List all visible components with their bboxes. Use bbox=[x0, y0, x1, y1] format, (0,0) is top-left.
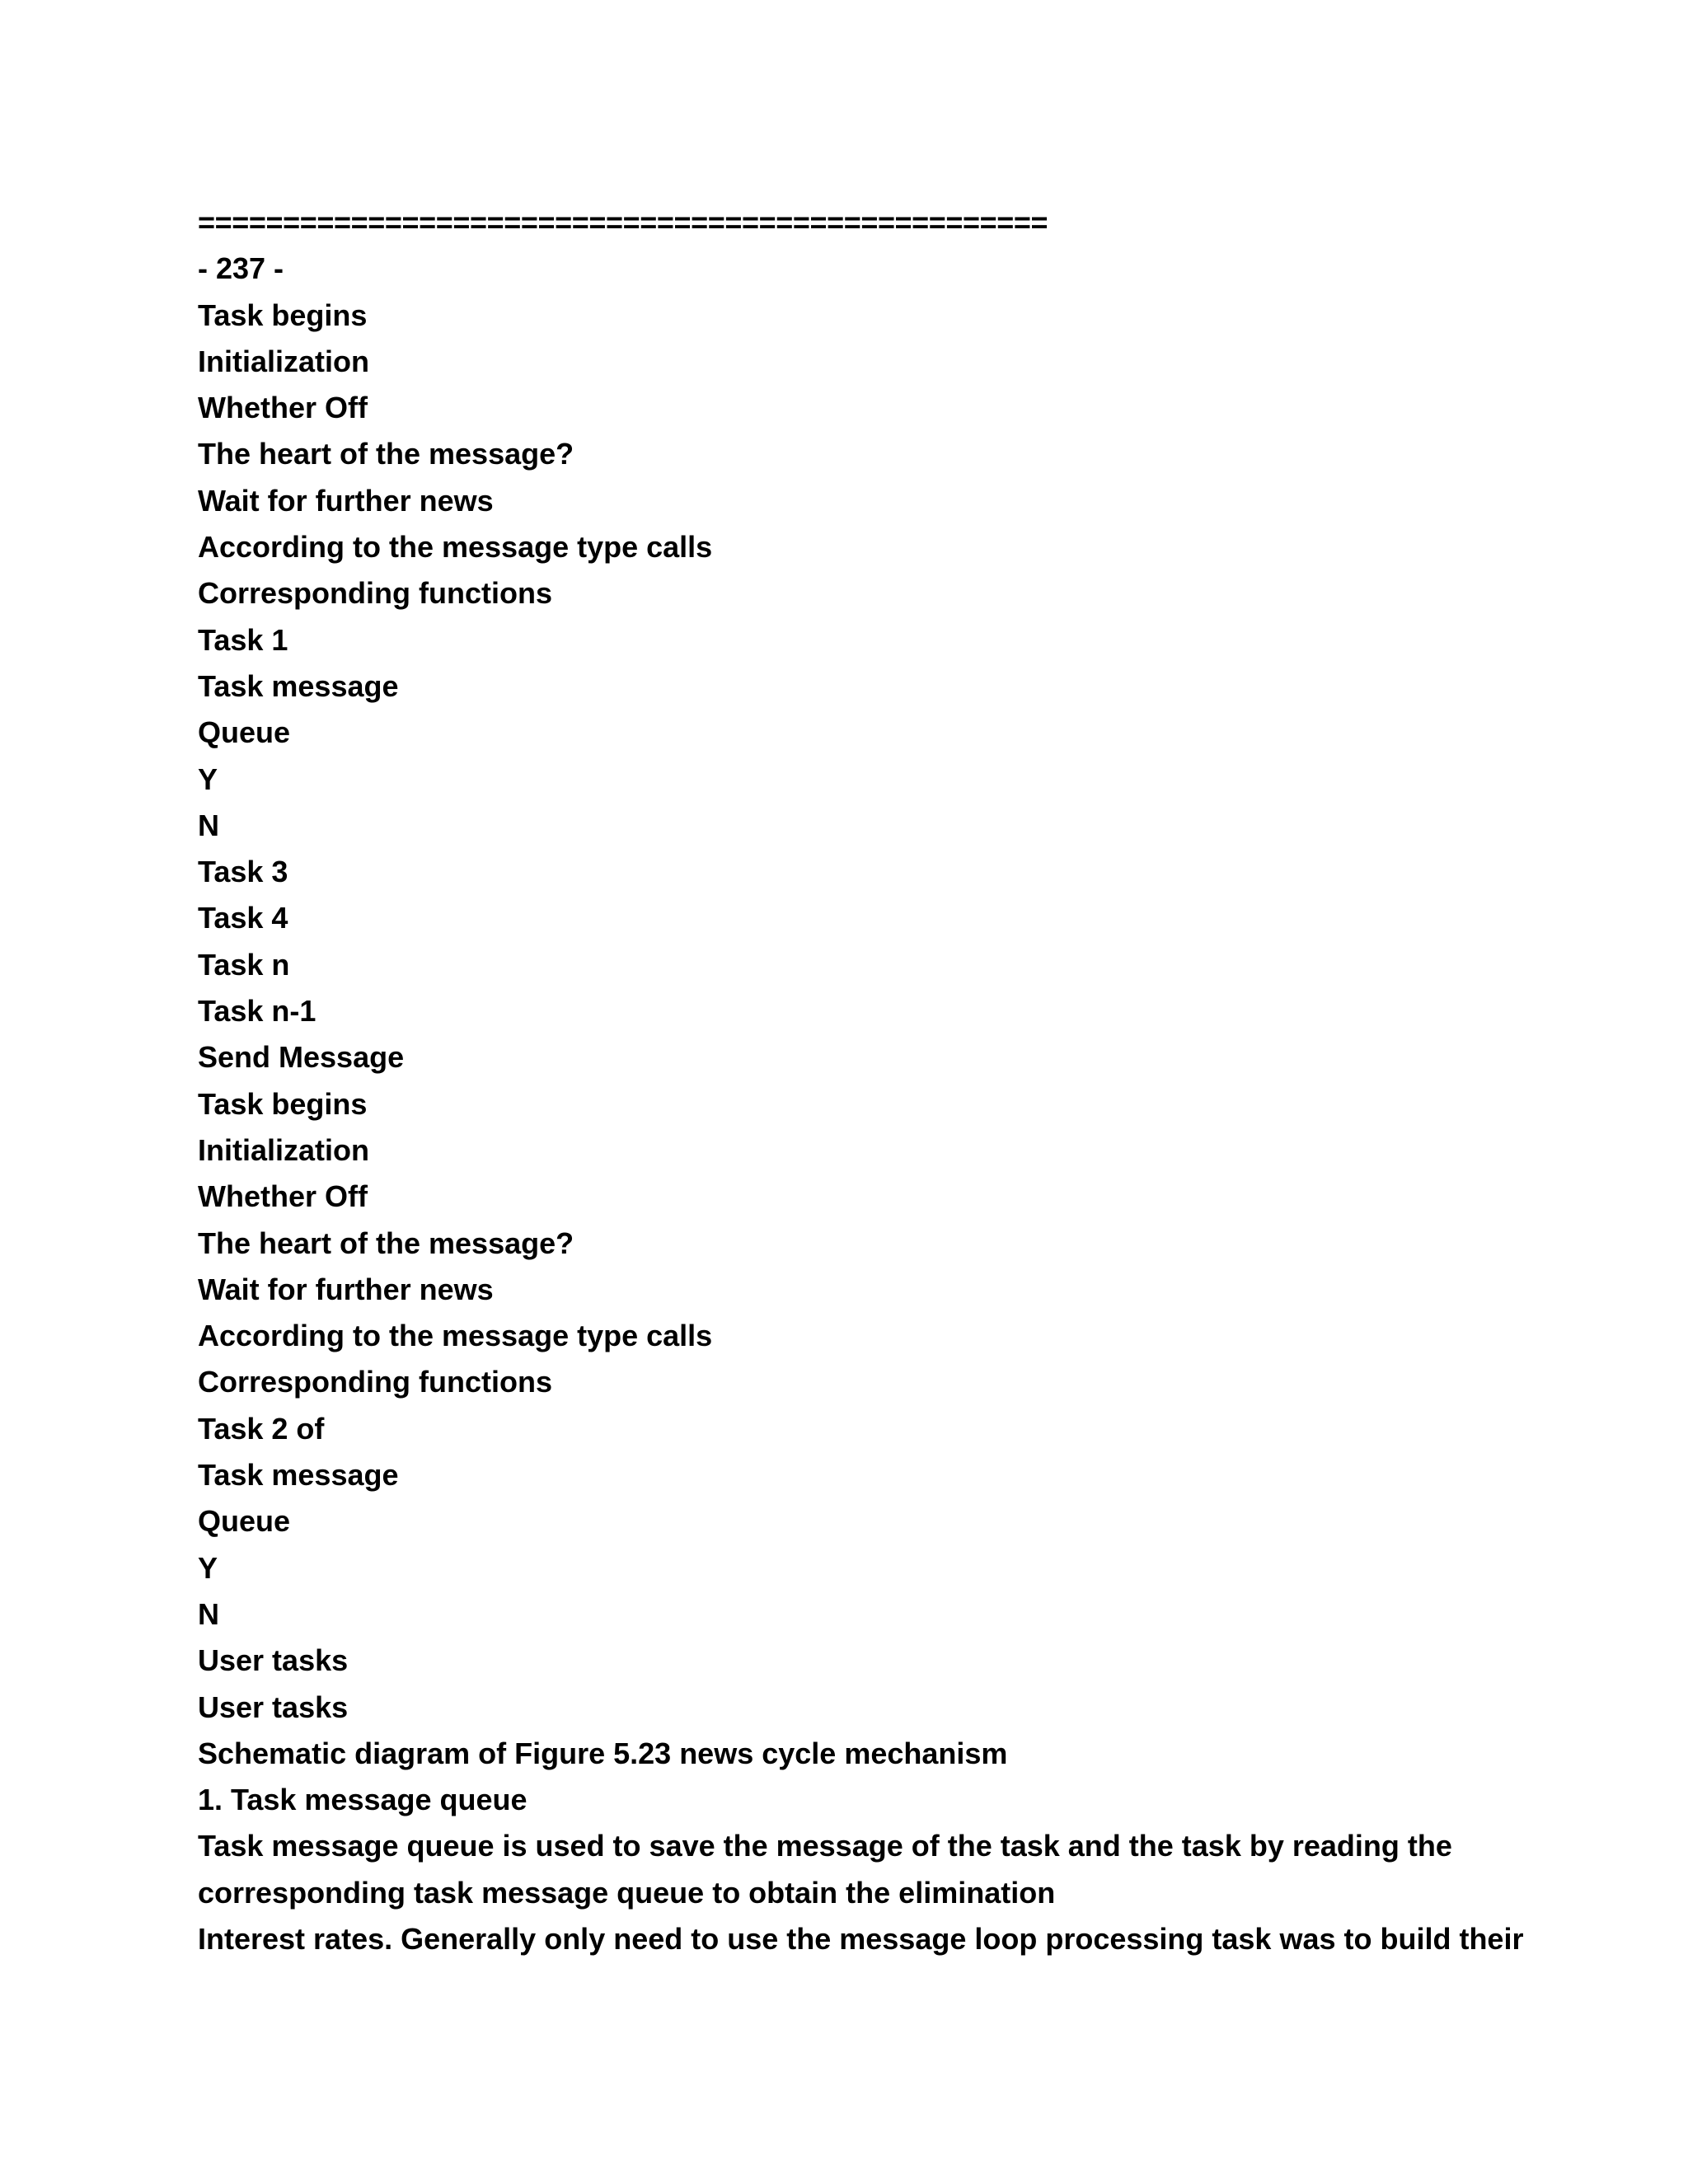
section-heading: 1. Task message queue bbox=[198, 1783, 528, 1817]
text-line: Task begins bbox=[198, 298, 368, 332]
text-line: User tasks bbox=[198, 1643, 349, 1678]
text-line: Task 2 of bbox=[198, 1411, 325, 1446]
figure-caption: Schematic diagram of Figure 5.23 news cycle mechanism bbox=[198, 1736, 1008, 1770]
text-line: Initialization bbox=[198, 344, 370, 378]
paragraph-line: Task message queue is used to save the message of the task and the task by reading the bbox=[198, 1829, 1452, 1863]
text-line: Task n bbox=[198, 947, 290, 982]
text-line: N bbox=[198, 808, 219, 842]
text-line: Task 1 bbox=[198, 622, 288, 657]
text-line: Corresponding functions bbox=[198, 576, 552, 611]
text-line: Corresponding functions bbox=[198, 1365, 552, 1399]
text-line: The heart of the message? bbox=[198, 437, 574, 471]
text-line: User tasks bbox=[198, 1690, 349, 1724]
text-line: Wait for further news bbox=[198, 483, 494, 518]
text-line: Y bbox=[198, 762, 218, 796]
text-line: N bbox=[198, 1596, 219, 1631]
text-line: Task message bbox=[198, 1458, 399, 1493]
separator-line: ================================================== bbox=[198, 205, 1048, 239]
text-line: According to the message type calls bbox=[198, 1319, 713, 1353]
text-line: Task n-1 bbox=[198, 994, 316, 1029]
text-line: Whether Off bbox=[198, 391, 368, 425]
page-number: - 237 - bbox=[198, 251, 284, 286]
text-line: Task 3 bbox=[198, 855, 288, 889]
text-line: Queue bbox=[198, 1504, 291, 1539]
text-line: Queue bbox=[198, 715, 291, 750]
paragraph-line: Interest rates. Generally only need to use the message loop processing task was to build their bbox=[198, 1921, 1524, 1956]
text-line: Task begins bbox=[198, 1086, 368, 1121]
paragraph-line: corresponding task message queue to obtain the elimination bbox=[198, 1875, 1056, 1910]
text-line: Task message bbox=[198, 668, 399, 703]
text-line: Wait for further news bbox=[198, 1272, 494, 1306]
text-line: Y bbox=[198, 1550, 218, 1585]
text-line: Send Message bbox=[198, 1040, 405, 1075]
text-line: According to the message type calls bbox=[198, 530, 713, 565]
text-line: Initialization bbox=[198, 1132, 370, 1167]
text-line: The heart of the message? bbox=[198, 1226, 574, 1260]
text-line: Task 4 bbox=[198, 901, 288, 935]
text-line: Whether Off bbox=[198, 1179, 368, 1214]
document-body bbox=[198, 199, 1524, 1962]
